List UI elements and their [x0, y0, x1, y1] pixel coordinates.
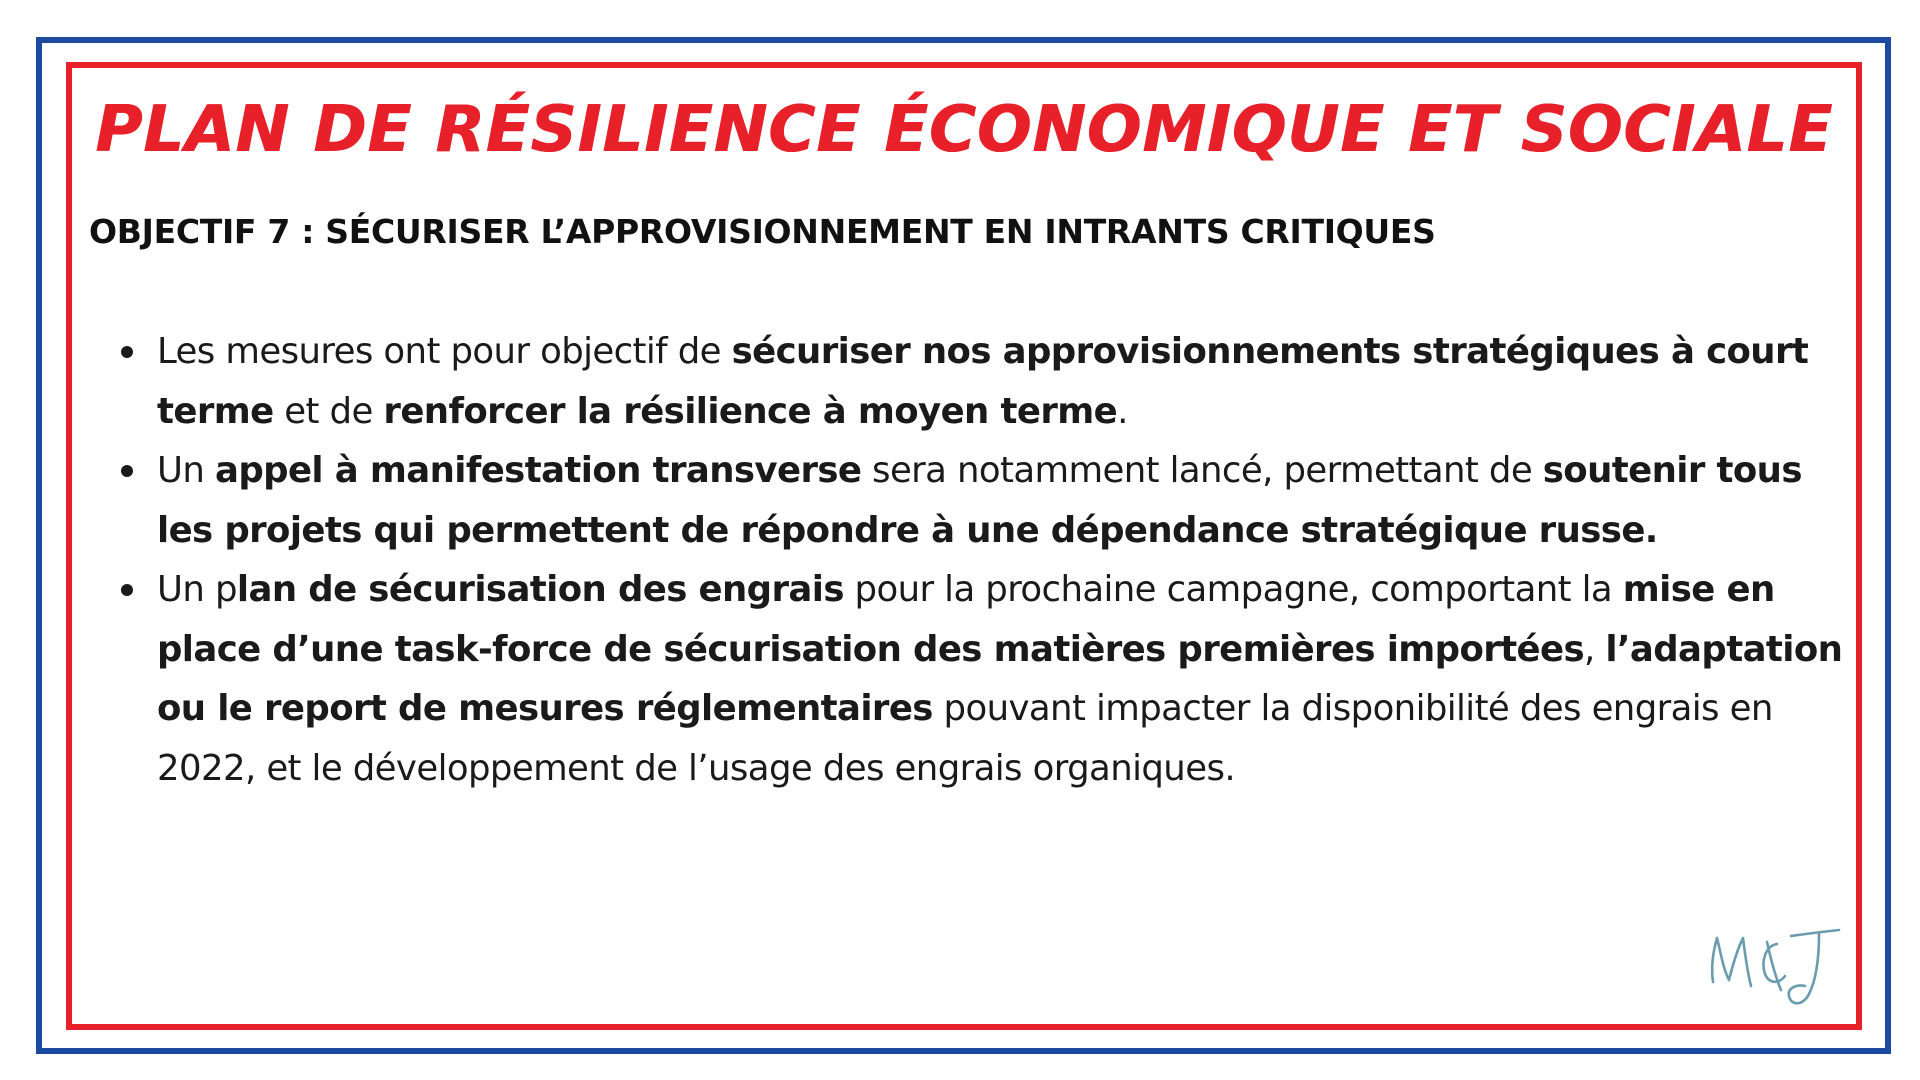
bold-text-segment: sécuriser nos approvisionnements stratégiques à court terme — [157, 331, 1809, 432]
text-segment: sera notamment lancé, permettant de — [861, 450, 1543, 491]
list-item — [157, 441, 1847, 560]
signature-logo — [1705, 920, 1855, 1020]
list-item — [157, 560, 1847, 798]
text-segment: et de — [273, 390, 384, 432]
bold-text-segment: lan de sécurisation des engrais — [236, 569, 844, 610]
bold-text-segment: l’adaptation ou le report de mesures réglementaires — [157, 628, 1843, 729]
bold-text-segment: renforcer la résilience à moyen terme — [383, 390, 1118, 432]
text-segment: pour la prochaine campagne, comportant la — [843, 569, 1623, 610]
page-title: PLAN DE RÉSILIENCE ÉCONOMIQUE ET SOCIALE — [95, 93, 1833, 167]
bold-text-segment: soutenir tous les projets qui permettent de répondre à une dépendance stratégique russe. — [157, 450, 1802, 551]
bullet-dot-icon — [121, 346, 133, 358]
text-segment: Les mesures ont pour objectif de — [157, 331, 732, 372]
text-segment: Un p — [157, 569, 237, 610]
text-segment: . — [1117, 390, 1128, 432]
bullet-dot-icon — [121, 584, 133, 596]
objective-heading: OBJECTIF 7 : SÉCURISER L’APPROVISIONNEMENT EN INTRANTS CRITIQUES — [89, 212, 1436, 251]
list-item — [157, 322, 1847, 441]
bold-text-segment: appel à manifestation transverse — [214, 450, 862, 491]
text-segment: , — [1584, 628, 1606, 670]
text-segment: pouvant impacter la disponibilité des engrais en 2022, et le développement de l’usage des engrais organiques. — [157, 688, 1773, 789]
text-segment: Un — [157, 450, 215, 491]
bullet-list — [157, 322, 1847, 798]
bullet-dot-icon — [121, 465, 133, 477]
bold-text-segment: mise en place d’une task-force de sécurisation des matières premières importées — [157, 569, 1775, 670]
